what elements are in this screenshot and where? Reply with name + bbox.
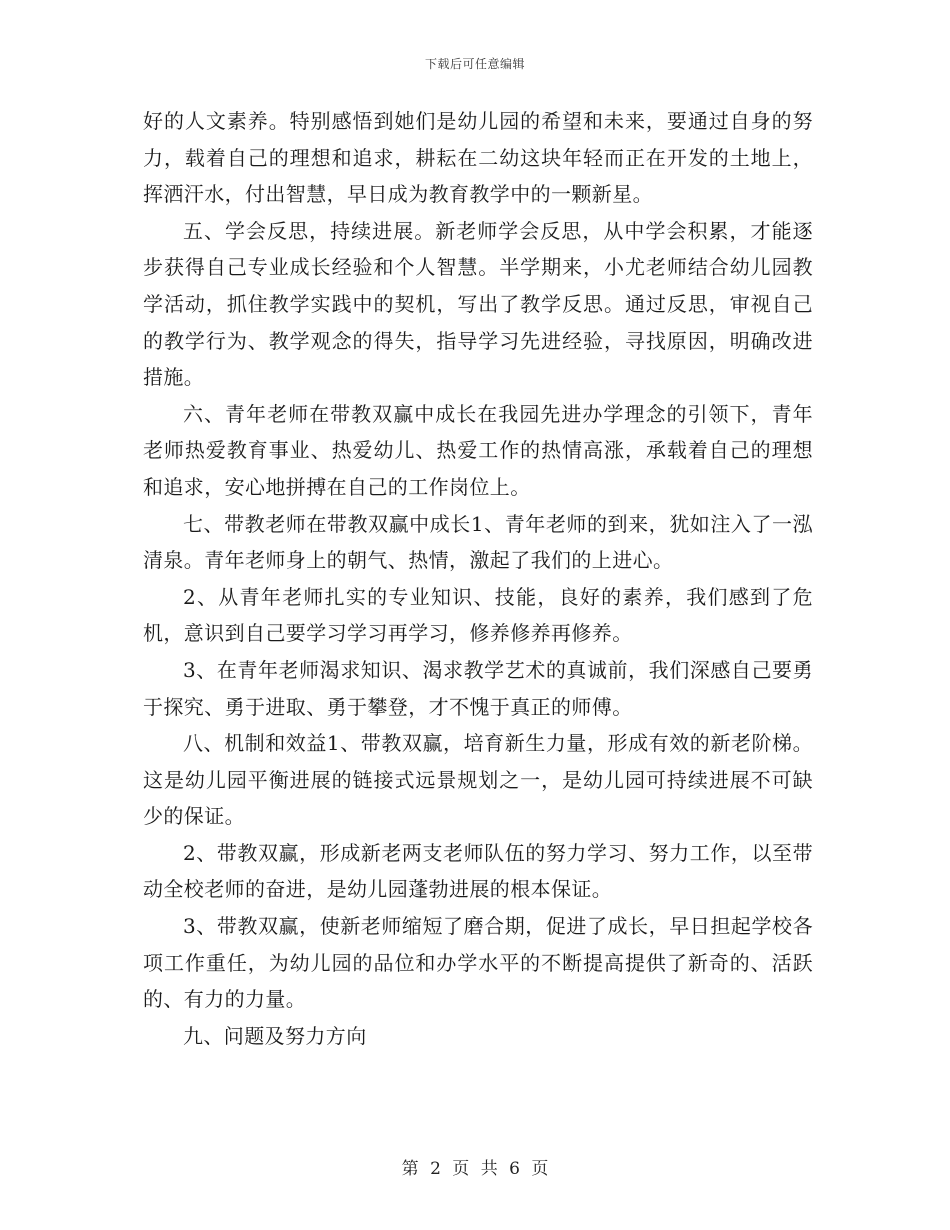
paragraph-section-5: 五、学会反思，持续进展。新老师学会反思，从中学会积累，才能逐步获得自己专业成长经验和个人智慧。半学期来，小尤老师结合幼儿园教学活动，抓住教学实践中的契机，写出了教学反思。通过反思，审视自己的教学行为、教学观念的得失，指导学习先进经验，寻找原因，明确改进措施。 [143, 218, 813, 390]
paragraph-section-9-heading: 九、问题及努力方向 [183, 1023, 367, 1048]
paragraph-section-6: 六、青年老师在带教双赢中成长在我园先进办学理念的引领下，青年老师热爱教育事业、热爱幼儿、热爱工作的热情高涨，承载着自己的理想和追求，安心地拼搏在自己的工作岗位上。 [143, 401, 813, 499]
paragraph-section-8: 八、机制和效益1、带教双赢，培育新生力量，形成有效的新老阶梯。这是幼儿园平衡进展的链接式远景规划之一，是幼儿园可持续进展不可缺少的保证。 [143, 731, 813, 829]
paragraph-section-7-item-2: 2、从青年老师扎实的专业知识、技能，良好的素养，我们感到了危机，意识到自己要学习学习再学习，修养修养再修养。 [143, 584, 813, 646]
page-number-footer: 第 2 页 共 6 页 [401, 1159, 549, 1179]
paragraph-section-8-item-3: 3、带教双赢，使新老师缩短了磨合期，促进了成长，早日担起学校各项工作重任，为幼儿园的品位和办学水平的不断提高提供了新奇的、活跃的、有力的力量。 [143, 914, 813, 1012]
paragraph-continuation: 好的人文素养。特别感悟到她们是幼儿园的希望和未来，要通过自身的努力，载着自己的理想和追求，耕耘在二幼这块年轻而正在开发的土地上，挥洒汗水，付出智慧，早日成为教育教学中的一颗新星。 [143, 109, 813, 207]
paragraph-section-8-item-2: 2、带教双赢，形成新老两支老师队伍的努力学习、努力工作，以至带动全校老师的奋进，是幼儿园蓬勃进展的根本保证。 [143, 840, 813, 902]
paragraph-section-7-item-3: 3、在青年老师渴求知识、渴求教学艺术的真诚前，我们深感自己要勇于探究、勇于进取、勇于攀登，才不愧于真正的师傅。 [143, 657, 813, 719]
document-body [143, 103, 813, 1054]
page-header: 下载后可任意编辑 [424, 57, 525, 71]
paragraph-section-7: 七、带教老师在带教双赢中成长1、青年老师的到来，犹如注入了一泓清泉。青年老师身上的朝气、热情，激起了我们的上进心。 [143, 511, 813, 573]
